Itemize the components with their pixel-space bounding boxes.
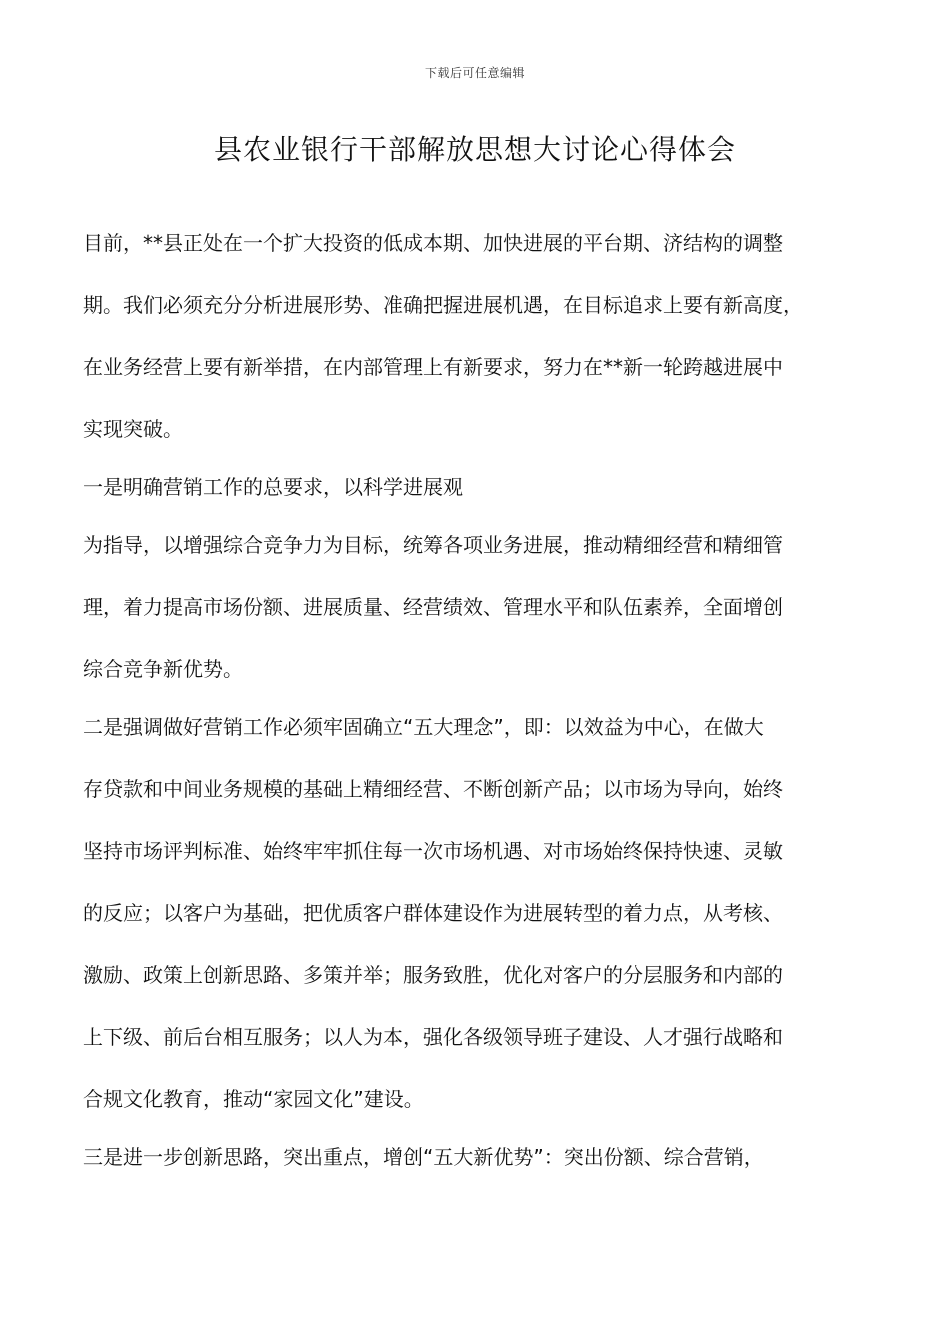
header-note: 下载后可任意编辑 [424,66,525,80]
text-line: 理，着力提高市场份额、进展质量、经营绩效、管理水平和队伍素养，全面增创 [83,595,783,619]
document-body [83,212,883,1188]
text-line: 合规文化教育，推动“家园文化”建设。 [83,1087,424,1111]
text-line: 在业务经营上要有新举措，在内部管理上有新要求，努力在**新一轮跨越进展中 [83,355,783,379]
text-line: 为指导，以增强综合竞争力为目标，统筹各项业务进展，推动精细经营和精细管 [83,533,783,557]
text-line: 坚持市场评判标准、始终牢牢抓住每一次市场机遇、对市场始终保持快速、灵敏 [83,839,783,863]
text-line: 实现突破。 [83,417,183,441]
paragraph-intro [83,212,883,456]
paragraph-point-three [83,1126,883,1188]
paragraph-point-two [83,696,883,1126]
text-line: 的反应；以客户为基础，把优质客户群体建设作为进展转型的着力点，从考核、 [83,901,783,925]
text-line: 综合竞争新优势。 [83,657,243,681]
text-line: 期。我们必须充分分析进展形势、准确把握进展机遇，在目标追求上要有新高度， [83,293,803,317]
text-line: 目前，**县正处在一个扩大投资的低成本期、加快进展的平台期、济结构的调整 [83,231,783,255]
document-title: 县农业银行干部解放思想大讨论心得体会 [213,133,736,166]
text-line: 三是进一步创新思路，突出重点，增创“五大新优势”：突出份额、综合营销， [83,1145,764,1169]
text-line: 上下级、前后台相互服务；以人为本，强化各级领导班子建设、人才强行战略和 [83,1025,783,1049]
text-line: 存贷款和中间业务规模的基础上精细经营、不断创新产品；以市场为导向，始终 [83,777,783,801]
paragraph-point-one-body [83,514,883,696]
text-line: 一是明确营销工作的总要求，以科学进展观 [83,475,463,499]
text-line: 二是强调做好营销工作必须牢固确立“五大理念”，即：以效益为中心，在做大 [83,715,764,739]
text-line: 激励、政策上创新思路、多策并举；服务致胜，优化对客户的分层服务和内部的 [83,963,783,987]
paragraph-point-one-heading [83,456,883,514]
